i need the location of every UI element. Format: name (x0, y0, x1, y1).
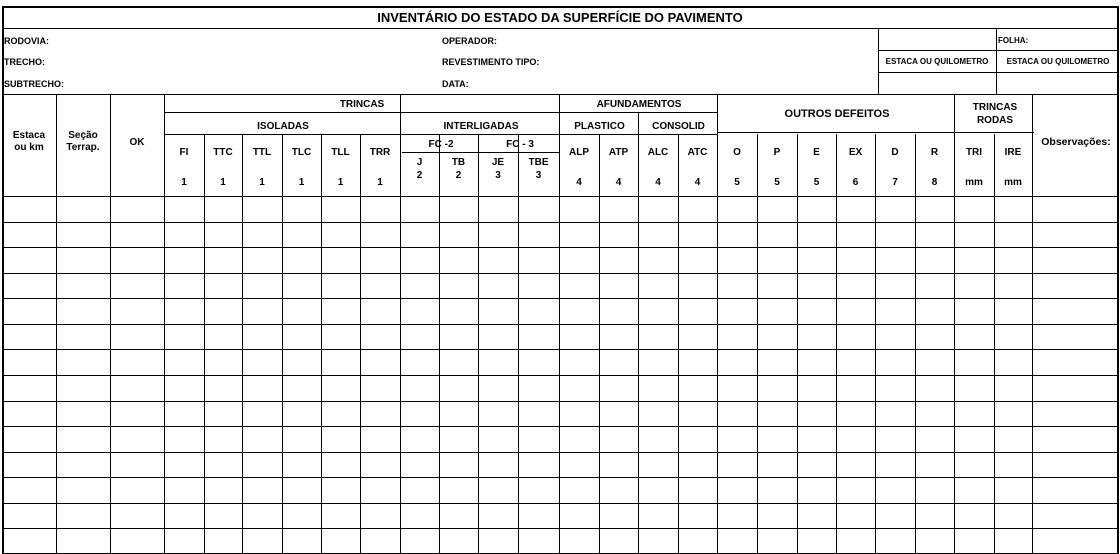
column-code-ire: IRE (1004, 146, 1022, 158)
header-trincas-rodas: TRINCAS RODAS (972, 102, 1018, 126)
column-class-tbe: 3 (535, 169, 542, 181)
table-row[interactable] (2, 426, 1118, 452)
header-trincas: TRINCAS (339, 98, 385, 110)
header-ok: OK (129, 136, 145, 148)
header-h-outros (718, 132, 1034, 133)
table-row[interactable] (2, 349, 1118, 375)
header-h-isol (164, 134, 718, 135)
column-code-atp: ATP (608, 146, 629, 158)
column-class-trr: 1 (377, 176, 383, 188)
table-row[interactable] (2, 247, 1118, 273)
column-class-ttc: 1 (220, 176, 226, 188)
column-code-tll: TLL (331, 146, 350, 158)
folha-label: FOLHA: (998, 36, 1029, 45)
column-class-je: 3 (495, 169, 501, 181)
header-secao: Seção Terrap. (66, 130, 100, 153)
header-h-fc (402, 152, 560, 153)
column-code-ttl: TTL (252, 146, 272, 158)
header-plastico: PLASTICO (574, 120, 625, 132)
table-row[interactable] (2, 375, 1118, 401)
table-row[interactable] (2, 503, 1118, 529)
column-class-r: 8 (931, 176, 938, 188)
header-observacoes: Observações: (1041, 136, 1111, 148)
table-row[interactable] (2, 298, 1118, 324)
column-class-tri: mm (965, 176, 983, 188)
column-code-fi: FI (179, 146, 189, 158)
column-code-alp: ALP (569, 146, 589, 158)
column-class-j: 2 (416, 169, 423, 181)
column-class-tlc: 1 (298, 176, 305, 188)
subtrecho-label: SUBTRECHO: (4, 79, 64, 89)
info-v1 (878, 28, 879, 94)
column-code-atc: ATC (687, 146, 708, 158)
column-code-tlc: TLC (291, 146, 312, 158)
header-estaca: Estaca ou km (12, 130, 46, 153)
info-v2 (996, 28, 997, 94)
table-row[interactable] (2, 477, 1118, 503)
header-afundamentos: AFUNDAMENTOS (596, 98, 682, 110)
table-row[interactable] (2, 452, 1118, 478)
column-class-alp: 4 (576, 176, 582, 188)
info-h2 (878, 72, 1118, 73)
data-label: DATA: (442, 79, 469, 89)
estaca-quilometro-right: ESTACA OU QUILOMETRO (1006, 56, 1110, 66)
header-isoladas: ISOLADAS (257, 120, 309, 132)
column-code-d: D (891, 146, 899, 158)
header-fc2: FC -2 (428, 138, 454, 150)
header-interligadas: INTERLIGADAS (443, 120, 519, 132)
title-bottom (2, 28, 1118, 29)
column-code-j: J (416, 156, 423, 168)
estaca-quilometro-left: ESTACA OU QUILOMETRO (885, 56, 989, 66)
header-consolid: CONSOLID (652, 120, 705, 132)
header-h-trincas-afund (164, 112, 718, 113)
header-fc3: FC - 3 (506, 138, 534, 150)
column-class-atp: 4 (615, 176, 622, 188)
table-row[interactable] (2, 222, 1118, 248)
column-class-p: 5 (774, 176, 780, 188)
inventory-form-sheet (2, 6, 1118, 554)
column-class-alc: 4 (655, 176, 661, 188)
column-code-tbe: TBE (528, 156, 549, 168)
column-code-p: P (773, 146, 781, 158)
column-code-o: O (733, 146, 741, 158)
column-code-ttc: TTC (213, 146, 233, 158)
column-code-tri: TRI (965, 146, 983, 158)
info-bottom (2, 94, 1118, 95)
column-code-r: R (930, 146, 939, 158)
operador-label: OPERADOR: (442, 36, 498, 46)
table-row[interactable] (2, 528, 1118, 554)
column-code-ex: EX (848, 146, 863, 158)
column-class-tll: 1 (337, 176, 344, 188)
table-row[interactable] (2, 273, 1118, 299)
column-class-atc: 4 (694, 176, 701, 188)
header-outros-defeitos: OUTROS DEFEITOS (784, 108, 890, 120)
table-row[interactable] (2, 196, 1118, 222)
column-code-trr: TRR (369, 146, 391, 158)
table-row[interactable] (2, 401, 1118, 427)
column-class-e: 5 (813, 176, 820, 188)
form-title: INVENTÁRIO DO ESTADO DA SUPERFÍCIE DO PAVIMENTO (377, 9, 743, 25)
column-class-o: 5 (734, 176, 740, 188)
column-class-ex: 6 (852, 176, 859, 188)
column-code-e: E (813, 146, 820, 158)
column-code-je: JE (491, 156, 505, 168)
column-class-fi: 1 (181, 176, 187, 188)
revestimento-label: REVESTIMENTO TIPO: (442, 57, 540, 67)
table-row[interactable] (2, 324, 1118, 350)
trecho-label: TRECHO: (4, 57, 45, 67)
column-class-ttl: 1 (259, 176, 265, 188)
rodovia-label: RODOVIA: (4, 36, 49, 46)
column-code-tb: TB (451, 156, 466, 168)
column-class-ire: mm (1004, 176, 1022, 188)
column-code-alc: ALC (647, 146, 669, 158)
column-class-tb: 2 (455, 169, 462, 181)
column-class-d: 7 (892, 176, 898, 188)
info-h1 (878, 50, 1118, 51)
frame-top (2, 6, 1118, 8)
